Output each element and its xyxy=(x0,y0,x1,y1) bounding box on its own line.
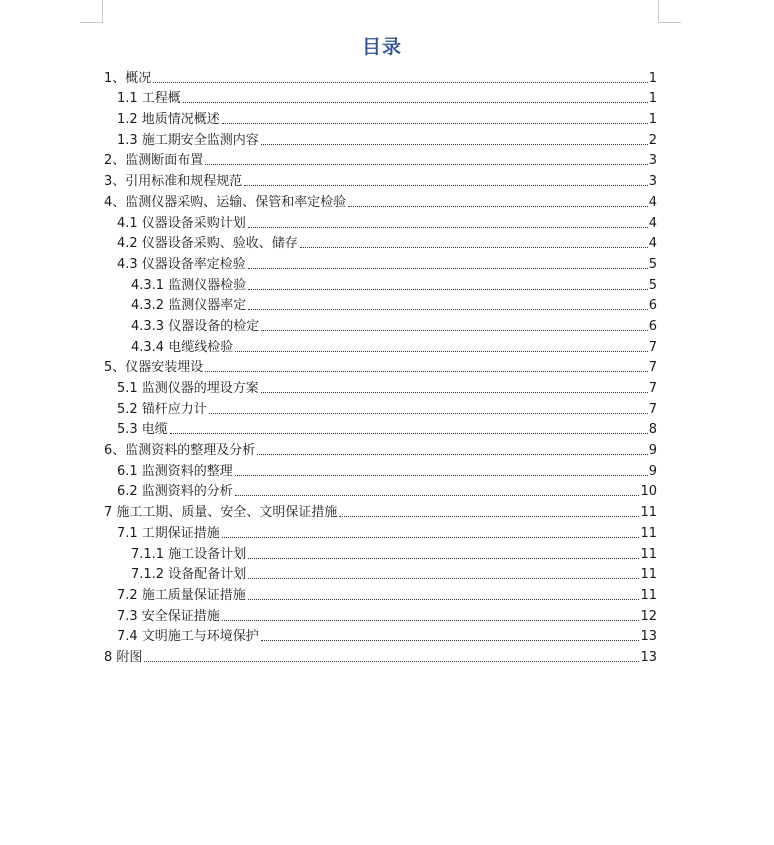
toc-entry-page-number: 10 xyxy=(640,484,657,500)
toc-entry-page-number: 11 xyxy=(640,587,657,603)
toc-entry[interactable] xyxy=(104,293,657,314)
toc-entry[interactable] xyxy=(104,396,657,417)
toc-dot-leader xyxy=(153,82,647,83)
toc-entry[interactable] xyxy=(104,168,657,189)
toc-entry[interactable] xyxy=(104,334,657,355)
toc-entry[interactable] xyxy=(104,644,657,665)
toc-entry-page-number: 6 xyxy=(648,298,657,314)
toc-entry-label: 1、概况 xyxy=(104,70,152,86)
toc-entry-page-number: 1 xyxy=(648,112,657,128)
toc-entry[interactable] xyxy=(104,251,657,272)
toc-entry-page-number: 11 xyxy=(640,525,657,541)
toc-entry-label: 7.1.2 设备配备计划 xyxy=(131,567,247,583)
toc-entry-page-number: 13 xyxy=(640,629,657,645)
toc-entry-label: 4.3.2 监测仪器率定 xyxy=(131,298,247,314)
toc-entry-label: 1.1 工程概 xyxy=(117,91,181,107)
toc-dot-leader xyxy=(248,578,639,579)
toc-dot-leader xyxy=(244,185,647,186)
toc-entry[interactable] xyxy=(104,562,657,583)
toc-dot-leader xyxy=(300,247,648,248)
toc-entry-label: 7 施工工期、质量、安全、文明保证措施 xyxy=(104,505,338,521)
toc-entry[interactable] xyxy=(104,520,657,541)
toc-entry-label: 4.3.3 仪器设备的检定 xyxy=(131,318,260,334)
toc-dot-leader xyxy=(222,537,640,538)
toc-entry-page-number: 1 xyxy=(648,91,657,107)
toc-entry[interactable] xyxy=(104,127,657,148)
toc-dot-leader xyxy=(144,661,639,662)
toc-entry-label: 4、监测仪器采购、运输、保管和率定检验 xyxy=(104,194,347,210)
toc-dot-leader xyxy=(261,640,640,641)
toc-entry-label: 1.3 施工期安全监测内容 xyxy=(117,132,259,148)
toc-entry-label: 7.1.1 施工设备计划 xyxy=(131,546,247,562)
toc-entry[interactable] xyxy=(104,417,657,438)
toc-entry-label: 3、引用标准和规程规范 xyxy=(104,174,243,190)
toc-dot-leader xyxy=(261,330,648,331)
toc-dot-leader xyxy=(222,123,648,124)
toc-dot-leader xyxy=(209,413,648,414)
toc-entry-page-number: 4 xyxy=(648,215,657,231)
margin-corner-mark-right xyxy=(658,0,681,23)
toc-entry-page-number: 4 xyxy=(648,194,657,210)
toc-entry[interactable] xyxy=(104,479,657,500)
toc-entry[interactable] xyxy=(104,272,657,293)
toc-entry-label: 1.2 地质情况概述 xyxy=(117,112,220,128)
toc-dot-leader xyxy=(248,289,648,290)
toc-dot-leader xyxy=(248,227,648,228)
toc-dot-leader xyxy=(205,164,647,165)
toc-entry[interactable] xyxy=(104,624,657,645)
toc-entry-page-number: 5 xyxy=(648,256,657,272)
toc-entry-page-number: 11 xyxy=(640,505,657,521)
toc-dot-leader xyxy=(261,392,648,393)
toc-entry-label: 7.1 工期保证措施 xyxy=(117,525,220,541)
toc-entry[interactable] xyxy=(104,210,657,231)
toc-entry[interactable] xyxy=(104,189,657,210)
toc-dot-leader xyxy=(222,620,640,621)
toc-entry-page-number: 2 xyxy=(648,132,657,148)
toc-entry[interactable] xyxy=(104,499,657,520)
toc-entry-page-number: 6 xyxy=(648,318,657,334)
margin-corner-mark-left xyxy=(80,0,103,23)
toc-entry-page-number: 7 xyxy=(648,401,657,417)
toc-dot-leader xyxy=(183,102,648,103)
toc-entry[interactable] xyxy=(104,106,657,127)
toc-entry[interactable] xyxy=(104,313,657,334)
toc-entry-page-number: 5 xyxy=(648,277,657,293)
toc-entry[interactable] xyxy=(104,65,657,86)
toc-entry[interactable] xyxy=(104,148,657,169)
toc-entry[interactable] xyxy=(104,541,657,562)
toc-entry[interactable] xyxy=(104,86,657,107)
toc-entry-label: 4.2 仪器设备采购、验收、储存 xyxy=(117,236,298,252)
toc-entry-label: 4.3.1 监测仪器检验 xyxy=(131,277,247,293)
toc-entry[interactable] xyxy=(104,582,657,603)
toc-dot-leader xyxy=(248,309,648,310)
toc-dot-leader xyxy=(205,371,647,372)
toc-dot-leader xyxy=(248,268,648,269)
toc-entry-page-number: 3 xyxy=(648,174,657,190)
toc-entry-label: 4.1 仪器设备采购计划 xyxy=(117,215,246,231)
toc-entry-label: 5.2 锚杆应力计 xyxy=(117,401,207,417)
toc-dot-leader xyxy=(257,454,647,455)
toc-entry-page-number: 12 xyxy=(640,608,657,624)
toc-entry-page-number: 13 xyxy=(640,649,657,665)
table-of-contents xyxy=(104,65,657,665)
toc-dot-leader xyxy=(261,144,648,145)
toc-entry-label: 4.3 仪器设备率定检验 xyxy=(117,256,246,272)
toc-entry-page-number: 9 xyxy=(648,463,657,479)
toc-entry-label: 5.3 电缆 xyxy=(117,422,168,438)
toc-entry-page-number: 7 xyxy=(648,339,657,355)
toc-entry-label: 8 附图 xyxy=(104,649,143,665)
toc-entry-page-number: 8 xyxy=(648,422,657,438)
toc-entry[interactable] xyxy=(104,231,657,252)
toc-entry[interactable] xyxy=(104,458,657,479)
toc-entry-label: 7.2 施工质量保证措施 xyxy=(117,587,246,603)
toc-dot-leader xyxy=(348,206,647,207)
toc-entry-label: 6、监测资料的整理及分析 xyxy=(104,443,256,459)
toc-entry-label: 7.3 安全保证措施 xyxy=(117,608,220,624)
toc-entry-page-number: 7 xyxy=(648,360,657,376)
toc-entry-label: 6.1 监测资料的整理 xyxy=(117,463,233,479)
toc-entry-label: 6.2 监测资料的分析 xyxy=(117,484,233,500)
toc-entry-page-number: 4 xyxy=(648,236,657,252)
toc-entry[interactable] xyxy=(104,375,657,396)
toc-dot-leader xyxy=(170,433,648,434)
toc-entry[interactable] xyxy=(104,603,657,624)
toc-entry-label: 2、监测断面布置 xyxy=(104,153,204,169)
toc-entry-page-number: 11 xyxy=(640,567,657,583)
toc-entry-page-number: 1 xyxy=(648,70,657,86)
toc-entry[interactable] xyxy=(104,355,657,376)
toc-entry-label: 7.4 文明施工与环境保护 xyxy=(117,629,259,645)
toc-dot-leader xyxy=(235,475,648,476)
toc-dot-leader xyxy=(248,558,639,559)
toc-entry-page-number: 7 xyxy=(648,381,657,396)
toc-entry-page-number: 11 xyxy=(640,546,657,562)
toc-entry-label: 5.1 监测仪器的埋设方案 xyxy=(117,381,259,396)
toc-title: 目录 xyxy=(361,36,402,58)
toc-entry-label: 5、仪器安装埋设 xyxy=(104,360,204,376)
toc-entry[interactable] xyxy=(104,437,657,458)
toc-dot-leader xyxy=(339,516,639,517)
toc-dot-leader xyxy=(235,351,648,352)
toc-entry-page-number: 9 xyxy=(648,443,657,459)
toc-dot-leader xyxy=(235,495,640,496)
toc-dot-leader xyxy=(248,599,640,600)
toc-entry-page-number: 3 xyxy=(648,153,657,169)
toc-entry-label: 4.3.4 电缆线检验 xyxy=(131,339,234,355)
